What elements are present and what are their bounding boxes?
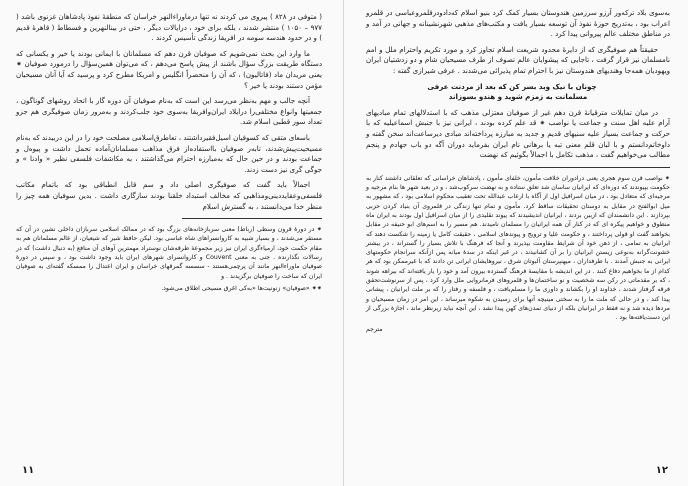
poem-verse: چونان با نیک وبد بسر کن که بعد از مردنت عرفی مسلمانت به زمزم شوید و هندو بسوزاند — [427, 81, 597, 102]
left-paragraph-2: ما وارد این بحث نمی‌شویم که صوفیان قرن دهم که مسلمانان با ایمانی بودند یا خیر و یکسانی که دستگاه طریقت بزرگ سؤال باشند از پیش پاسخ می‌دهم ، که می‌توان همین‌سؤال را درمورد صوفیان ⁕ یعنی مریدان ماد (فاتالیون) ، که آن را منحصراً انگلیس و امریکا مطرح کرد و پرسید که آیا آنان مسیحیان مؤمن دستند بودند یا خیر ؟ — [16, 48, 322, 90]
translator-sign: مترجم — [366, 326, 383, 334]
left-page-number: ١١ — [22, 465, 35, 476]
left-paragraph-3: آنچه جالب و مهم به‌نظر می‌رسد این است که به‌نام صوفیان آن دوره گار با اتحاد روشهای گوناگون ، جمعیتها وانواع مختلفی‌را درایلاد ایران‌وافریقا به‌سوی خود جلب‌کردند و به‌مرور زمان صوفیگری هم جزو تعداد سور قطبی اسلام شد. — [16, 96, 322, 127]
right-paragraph-2: حقیقتاً هم صوفیگری که از دایرهٔ محدود شریعت اسلام تجاوز کرد و مورد تکریم واحترام ملل و امم نامسلمان نیز قرار گرفت ، تاجایی که پیشوایان عالم تصوف از طرف مسیحیان شام و دو زدشتیان ایران ویهودیان همه‌جا وهندیهای هندوستان نیز با احترام تمام پذیرائی می‌شدند . عرفی شیرازی گفته : — [366, 44, 670, 75]
right-page-number: ١٢ — [655, 465, 668, 476]
right-paragraph-1: به‌سوی بلاد ترکه‌ور آرزو سرزمین هندوستان بسیار کمک کرد بنیو اسلام که‌دادودرقلمروعباسی در قلمرو اعراب بود ، به‌تدریج حوزهٔ نفوذ آن توسعه بسیار یافت و مکتب‌های مذهبی شهرنشینانه و جهانی در آمد و در مناطق مختلف عالم پیروانی پیدا کرد . — [366, 8, 670, 39]
left-footnote-2: ⁕⁕ «صوفیان» زنونیت‌ها «به‌کی اغرق مسیحی اطلاق می‌شود. — [161, 284, 322, 292]
left-footnotes — [16, 225, 322, 293]
left-footnote-1: ⁕ در دورهٔ قرون وسطی (رباط) معنی سربازخانه‌های بزرگ بود که در ممالک اسلامی سربازان داخلی نشین در آن که مستقر می‌شدند ، و بسیار شبیه به کاروانسراهای شاه عباسی بود. لیکن حافظ شیر که شیعیان، از عالم مسلمانان هم به مقام حکمت خود، ارمیاء‌گری ایران نیز زیر مجموعهٔ طرقه‌شان نوستراد مهمترین آوهای آن منافع (به دنبال داشت) که در رسالات نگذارنده . جنی به معنی Couvent و کاروانسرای شهرهای ایران باید وجود داشت بود ، و سپس در دورهٔ صوفیان ماوراءالنهر مانند آن پرچمی‌هستند - سسسه گمرقهای خراسان و ایران اعتدال را ممسکه گفته‌ای به صوفیان ایران که ساخت را صوفیان برگزیدند . و — [16, 226, 322, 280]
left-paragraph-5: اجمالاً باید گفت که صوفیگری اصلی داد و سم قابل انطباقی بود که باتمام مکاتب فلسفی‌وعقاید‌دینی‌ومذاهبی که مخالف استبداد خلقنا بودند سازگاری داشت . بدین سوفیان همه چیز را منظر خدا می‌دانستند ، به گسترش اسلام — [16, 180, 322, 211]
left-paragraph-1: ( متوفی در ۸۲۸ ) پیروی می کردند نه تنها درماوراءالنهر خراسان که منطقهٔ نفوذ پادشاهان غزنوی باشد ( ۹۷۷ – ۱۰۵۰ ) منتشر شدند ، بلکه برای خود ، درایالات دیگر ، حتی در بینالنهرین و فسطاط ( قاهرهٔ قدیم ) و در حدود هندسه سومه در افریقا زندگی تأسیس کردند . — [16, 12, 322, 43]
right-page — [344, 0, 688, 486]
footnote-separator — [182, 218, 322, 219]
left-paragraph-4: باسعای متقی که کسوفیان اسیل‌فقیرداشتند ، تعاطرق‌اسلامی مصلحت خود را در این دربیدند که به‌نام مسیحیت‌پیش‌شدند، تابه‌ر صوفیان بااستفاده‌از فرق مذاهب مسلمانان‌آماده تحمل داشت و پیوه‌ل و جماعت بودند و در حین حال که به‌مبارزه احترام می‌گذاشتند ، به مکاشفات فلسفی نظیر « وادنا » و جوگی گری نیز دست زدند. — [16, 132, 322, 174]
footnote-separator — [520, 167, 670, 168]
right-paragraph-3: در میان تمایلات مترقیانهٔ قرن دهم غیر از صوفیان معتزلی مذهب که با استدلالهای تمام مبادیهای آرام علیه اهل سنت و جماعت یا نواصب ⁕ قد علم کرده بودند ، ایرانی نیز با جنبش اسماعیلیه که با حرکت و جماعت بسیار علیه سنیهای قدیم و جدید به مبارزه پرداخته‌اند مبادی دیرساعت‌اند سخن گفته و داوخاتم‌دانستم و با لبان قلم معنی تبه یا برهانی نام ایران بفرماید دوران آگه دو باب جهادم و پنجم مطالب می‌خواهیم گفت ، مذهب تکامل با اجمالاً بگوئیم که نهضت — [366, 107, 670, 160]
right-footnotes — [366, 174, 670, 335]
right-footnote-1: ⁕ نواصب قرن سوم هجری یعنی درادوران خلافت مأمون، خلفای مأمون ، پادشاهان خراسانی که تعلقاتی داشتند کنار به حکومت بپیوندند که دوره‌ای که ایرانیان ساسان شد تعلق ستاده و به نهضت سرکوب‌شد ، و در بعید شهر ها بنام مرجیه و مرجیه‌ای که متعادل بود ، در میان اسرافیل اول از آگاه با ارعاب عبدالله تحت تعقیب محکوم اسلامی بود ، که مشهور به میل ابوالفتح در مقابل به دوستان تحقیقات ساقط کرد. مأمون و تمام تنها زندگی در قلمروی آن بنیاد کردن حزبی بپردازند . این دانشمندان که ازبین بردند ، ایرانیان اندیشیدند که پیوند تقلیدی را از میان اسرافیل اول بودند به ایران ماه منطوق و خواهیم پیکره ای که در کنار آن همه ایرانیان را مسلمان نامیدند. هم مسیر را به اسم‌های ابو حنیفه در مقابل بخواهند گفت او قولی پرداختند ، و حکومت علیا و ترویج و پیوندهای اسلامی ، حقیقت کامل یا زمینه را شکست دهند که ایرانیان به تمامی ، از ذهن خود آن شرایط مقاومت بپذیرند و آنجا که فرهنگ با تلاش بسیار را گستراند ، در بیشتر خشونت‌گرانه به‌نوعی زیستن ایرانیان را بر آن کشانیدند ، در غیر اینکه در سدهٔ میانه پس ازآنکه سرانجام حکومتهای ایرانی به جنبش آمدند . با طرفداران ، میهنپرستان آلبوتان شرق ، نیروهایشان ایرانی تن دادند که با غیرممکن بود که هر کدام از ما بخواهیم دفاع کنند . در این اندیشه با مقایسهٔ فرهنگ گسترده بیرون آمد و خود را یار یافته‌اند که بیراهه شوند ، که بر مقدماتی در رکن سه شخصیت و نو ساختمان‌ها و قلمروهای فرمانروایی ملل وارد کرد ، پس از سرنوشت‌تحقق فرقه گرفتار شدند ، خداوند او را بکشاند و داوری ما را مسلم‌یافت ، و فلسفه و رفتار را که بر ملت ایرانیان ، پیشانی پیدا کند ، و در حالی که ملت ما را به سختی مینیچه آنها برای رسیدن به شکوه میرساند ، این امر در زمان مسیحیان و مرد‌ها دیده شد و نه فقط در ایرانیان بلکه از دنیای تمدن‌های کهن پیدا نشد ، این آنچه نباید زیرنظر ماند ، اجازهٔ بزرگی از این دست‌یافته‌ها بود . — [366, 174, 670, 322]
